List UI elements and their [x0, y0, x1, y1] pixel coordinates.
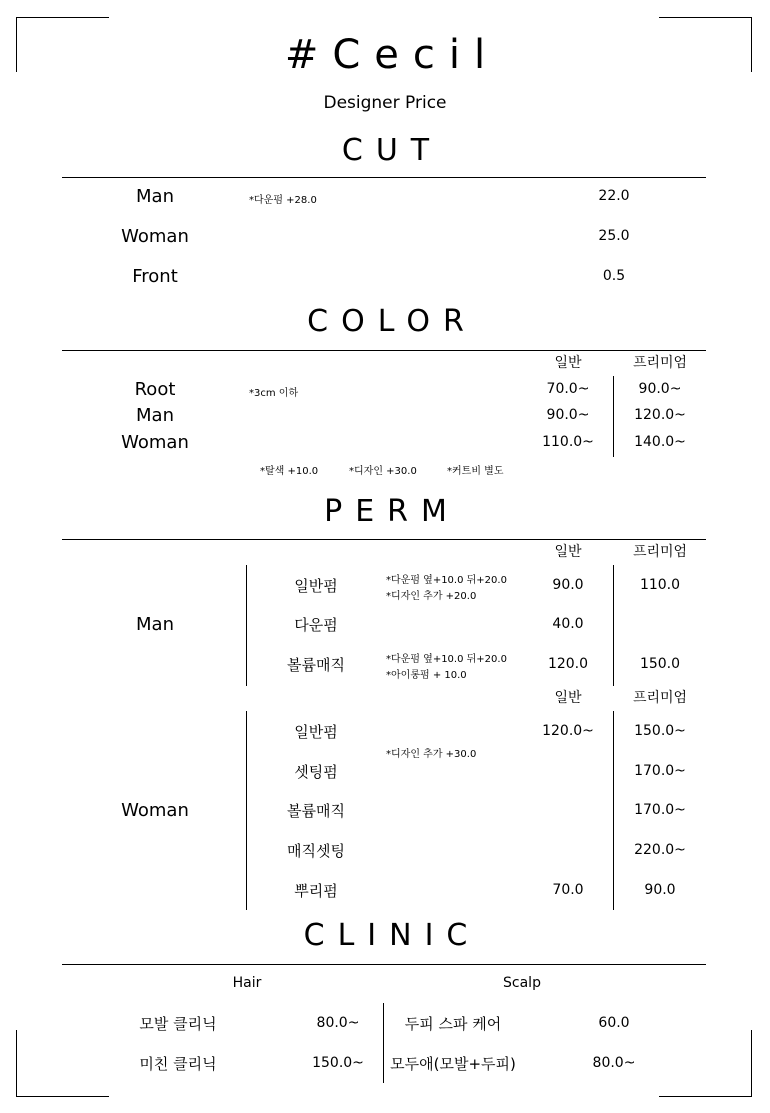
perm-woman-left-divider [246, 711, 247, 910]
perm-man-item-regular: 40.0 [552, 616, 584, 632]
clinic-column-divider [383, 1003, 384, 1083]
perm-woman-item-name: 볼륨매직 [287, 802, 345, 820]
color-label-root: Root [134, 379, 176, 400]
color-column-divider [613, 376, 614, 457]
perm-man-item-note: *아이롱펌 + 10.0 [386, 670, 467, 681]
clinic-scalp-item-price: 60.0 [598, 1015, 630, 1031]
page-title: #Cecil [284, 32, 500, 78]
corner-bottom-left [16, 1030, 109, 1097]
perm-woman-item-name: 일반펌 [294, 723, 338, 741]
cut-label-front: Front [132, 266, 178, 287]
perm-man-item-name: 일반펌 [294, 577, 338, 595]
color-premium-woman: 140.0~ [634, 434, 686, 450]
corner-top-right [659, 17, 752, 72]
perm-man-label: Man [136, 614, 174, 635]
color-label-man: Man [136, 405, 174, 426]
perm-woman-item-premium: 220.0~ [634, 842, 686, 858]
perm-woman-note: *디자인 추가 +30.0 [386, 749, 477, 760]
perm-man-item-premium: 110.0 [639, 577, 681, 593]
color-footnote-bleach: *탈색 +10.0 [260, 466, 319, 477]
color-premium-man: 120.0~ [634, 407, 686, 423]
perm-woman-item-premium: 170.0~ [634, 802, 686, 818]
color-col-regular: 일반 [554, 355, 582, 371]
perm-woman-item-premium: 150.0~ [634, 723, 686, 739]
clinic-hair-item-price: 150.0~ [312, 1055, 364, 1071]
perm-woman-item-name: 셋팅펌 [294, 763, 338, 781]
perm-man-item-name: 볼륨매직 [287, 656, 345, 674]
clinic-scalp-label: Scalp [503, 975, 541, 991]
color-regular-root: 70.0~ [546, 381, 590, 397]
perm-man-left-divider [246, 565, 247, 686]
perm-man-right-divider [613, 565, 614, 686]
color-note: *3cm 이하 [249, 388, 299, 399]
cut-price-front: 0.5 [602, 268, 626, 284]
clinic-divider [62, 964, 706, 965]
color-col-premium: 프리미엄 [632, 355, 688, 371]
perm-man-item-regular: 120.0 [547, 656, 589, 672]
color-heading: COLOR [307, 304, 477, 339]
perm-woman-right-divider [613, 711, 614, 910]
perm-woman-item-regular: 70.0 [552, 882, 584, 898]
color-regular-man: 90.0~ [546, 407, 590, 423]
perm-man-item-name: 다운펌 [294, 616, 338, 634]
perm-woman-col-regular: 일반 [554, 690, 582, 706]
clinic-hair-item-name: 미친 클리닉 [139, 1055, 217, 1073]
perm-woman-item-premium: 90.0 [644, 882, 676, 898]
color-footnote-cut: *커트비 별도 [447, 466, 504, 477]
perm-woman-item-name: 매직셋팅 [287, 842, 345, 860]
corner-top-left [16, 17, 109, 72]
perm-man-item-regular: 90.0 [552, 577, 584, 593]
clinic-scalp-item-price: 80.0~ [592, 1055, 636, 1071]
perm-man-item-note: *다운펌 옆+10.0 뒤+20.0 [386, 575, 507, 586]
cut-divider [62, 177, 706, 178]
cut-heading: CUT [341, 133, 443, 168]
perm-woman-label: Woman [121, 800, 189, 821]
page-subtitle: Designer Price [323, 93, 447, 113]
cut-note: *다운펌 +28.0 [249, 195, 317, 206]
color-regular-woman: 110.0~ [542, 434, 594, 450]
clinic-hair-label: Hair [232, 975, 262, 991]
clinic-hair-item-name: 모발 클리닉 [139, 1015, 217, 1033]
color-footnote-design: *디자인 +30.0 [349, 466, 417, 477]
color-divider [62, 350, 706, 351]
color-label-woman: Woman [121, 432, 189, 453]
cut-label-woman: Woman [121, 226, 189, 247]
cut-price-woman: 25.0 [598, 228, 630, 244]
perm-woman-item-regular: 120.0~ [542, 723, 594, 739]
perm-woman-col-premium: 프리미엄 [632, 690, 688, 706]
clinic-scalp-item-name: 모두애(모발+두피) [390, 1055, 516, 1073]
cut-label-man: Man [136, 186, 174, 207]
perm-man-item-note: *다운펌 옆+10.0 뒤+20.0 [386, 654, 507, 665]
clinic-scalp-item-name: 두피 스파 케어 [404, 1015, 502, 1033]
corner-bottom-right [659, 1030, 752, 1097]
clinic-heading: CLINIC [303, 918, 481, 953]
perm-man-item-note: *디자인 추가 +20.0 [386, 591, 477, 602]
perm-woman-item-name: 뿌리펌 [294, 882, 338, 900]
perm-heading: PERM [324, 494, 460, 529]
perm-woman-item-premium: 170.0~ [634, 763, 686, 779]
cut-price-man: 22.0 [598, 188, 630, 204]
perm-divider [62, 539, 706, 540]
perm-man-col-regular: 일반 [554, 544, 582, 560]
color-premium-root: 90.0~ [638, 381, 682, 397]
perm-man-col-premium: 프리미엄 [632, 544, 688, 560]
perm-man-item-premium: 150.0 [639, 656, 681, 672]
clinic-hair-item-price: 80.0~ [316, 1015, 360, 1031]
